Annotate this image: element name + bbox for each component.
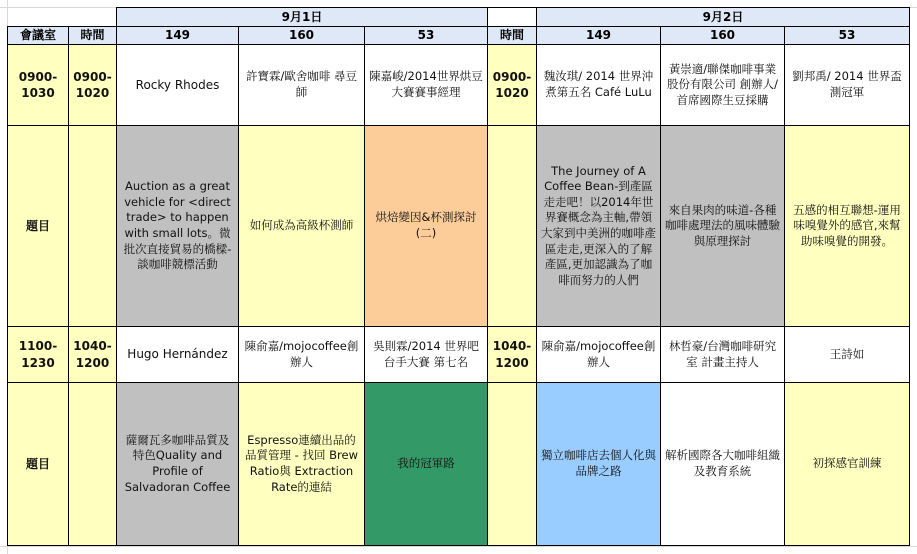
row1-time-day1: 0900-1020 <box>69 45 116 125</box>
row1-d1-149-speaker: Rocky Rhodes <box>117 45 238 125</box>
border-line <box>7 26 910 27</box>
header-d2-149: 149 <box>537 27 660 44</box>
row1-d1-160-speaker: 許寶霖/歐舍咖啡 尋豆師 <box>239 45 364 125</box>
row1-d1-53-speaker: 陳嘉峻/2014世界烘豆大賽賽事經理 <box>365 45 487 125</box>
border-line <box>7 382 910 383</box>
row2-d1-53-topic: 烘焙變因&杯測探討(二) <box>365 126 487 326</box>
border-line <box>536 7 537 546</box>
date-day1: 9月1日 <box>117 8 487 26</box>
border-line <box>238 26 239 546</box>
row4-label: 題目 <box>8 383 68 545</box>
border-line <box>116 7 910 8</box>
row3-d1-53-speaker: 吳則霖/2014 世界吧台手大賽 第七名 <box>365 327 487 382</box>
row2-d1-149-topic: Auction as a great vehicle for <direct trade> to happen with small lots。微批次直接貿易的橋樑-談咖啡競標活動 <box>117 126 238 326</box>
row2-d2-160-topic: 來自果肉的味道-各種咖啡處理法的風味體驗與原理探討 <box>661 126 784 326</box>
header-d1-53: 53 <box>365 27 487 44</box>
row1-time-day2: 0900-1020 <box>488 45 536 125</box>
row1-d2-160-speaker: 黃崇適/聯傑咖啡事業股份有限公司 創辦人/首席國際生豆採購 <box>661 45 784 125</box>
border-line <box>909 7 910 546</box>
header-d1-160: 160 <box>239 27 364 44</box>
row3-d1-149-speaker: Hugo Hernández <box>117 327 238 382</box>
border-line <box>7 125 910 126</box>
row4-d2-53-topic: 初探感官訓練 <box>785 383 909 545</box>
row4-d2-160-topic: 解析國際各大咖啡組織及教育系統 <box>661 383 784 545</box>
border-line <box>660 26 661 546</box>
row3-time-day2: 1040-1200 <box>488 327 536 382</box>
border-line <box>784 26 785 546</box>
border-line <box>487 7 488 546</box>
row4-d1-160-topic: Espresso連續出品的品質管理 - 找回 Brew Ratio與 Extraction Rate的連結 <box>239 383 364 545</box>
header-time: 時間 <box>69 27 116 44</box>
row3-d1-160-speaker: 陳俞嘉/mojocoffee創辦人 <box>239 327 364 382</box>
row3-d2-160-speaker: 林哲豪/台灣咖啡研究室 計畫主持人 <box>661 327 784 382</box>
row2-d1-160-topic: 如何成為高級杯測師 <box>239 126 364 326</box>
row4-time-day1-empty <box>69 383 116 545</box>
row2-d2-53-topic: 五感的相互聯想-運用味嗅覺外的感官,來幫助味嗅覺的開發。 <box>785 126 909 326</box>
border-line <box>7 44 910 45</box>
row4-d1-149-topic: 薩爾瓦多咖啡品質及特色Quality and Profile of Salvadoran Coffee <box>117 383 238 545</box>
date-day2: 9月2日 <box>537 8 909 26</box>
row2-d2-149-topic: The Journey of A Coffee Bean-到產區走走吧！以2014年世界賽概念為主軸,帶領大家到中美洲的咖啡產區走走,更深入的了解產區,更加認識為了咖啡而努力的人們 <box>537 126 660 326</box>
row2-time-day1-empty <box>69 126 116 326</box>
border-line <box>116 7 117 546</box>
border-line <box>7 545 910 546</box>
header-d2-53: 53 <box>785 27 909 44</box>
row3-time-day1: 1040-1200 <box>69 327 116 382</box>
row3-d2-53-speaker: 王詩如 <box>785 327 909 382</box>
header-time-2: 時間 <box>488 27 536 44</box>
row4-time-day2-empty <box>488 383 536 545</box>
row1-d2-53-speaker: 劉邦禹/ 2014 世界盃測冠軍 <box>785 45 909 125</box>
header-d2-160: 160 <box>661 27 784 44</box>
header-room: 會議室 <box>8 27 68 44</box>
row4-d2-149-topic: 獨立咖啡店去個人化與品牌之路 <box>537 383 660 545</box>
row1-d2-149-speaker: 魏汝琪/ 2014 世界沖煮第五名 Café LuLu <box>537 45 660 125</box>
row3-room: 1100-1230 <box>8 327 68 382</box>
row3-d2-149-speaker: 陳俞嘉/mojocoffee創辦人 <box>537 327 660 382</box>
row2-time-day2-empty <box>488 126 536 326</box>
row1-room: 0900-1030 <box>8 45 68 125</box>
row2-label: 題目 <box>8 126 68 326</box>
border-line <box>7 26 8 546</box>
border-line <box>364 26 365 546</box>
grid-line <box>0 546 917 547</box>
header-d1-149: 149 <box>117 27 238 44</box>
row4-d1-53-topic: 我的冠軍路 <box>365 383 487 545</box>
border-line <box>7 326 910 327</box>
border-line <box>68 26 69 546</box>
